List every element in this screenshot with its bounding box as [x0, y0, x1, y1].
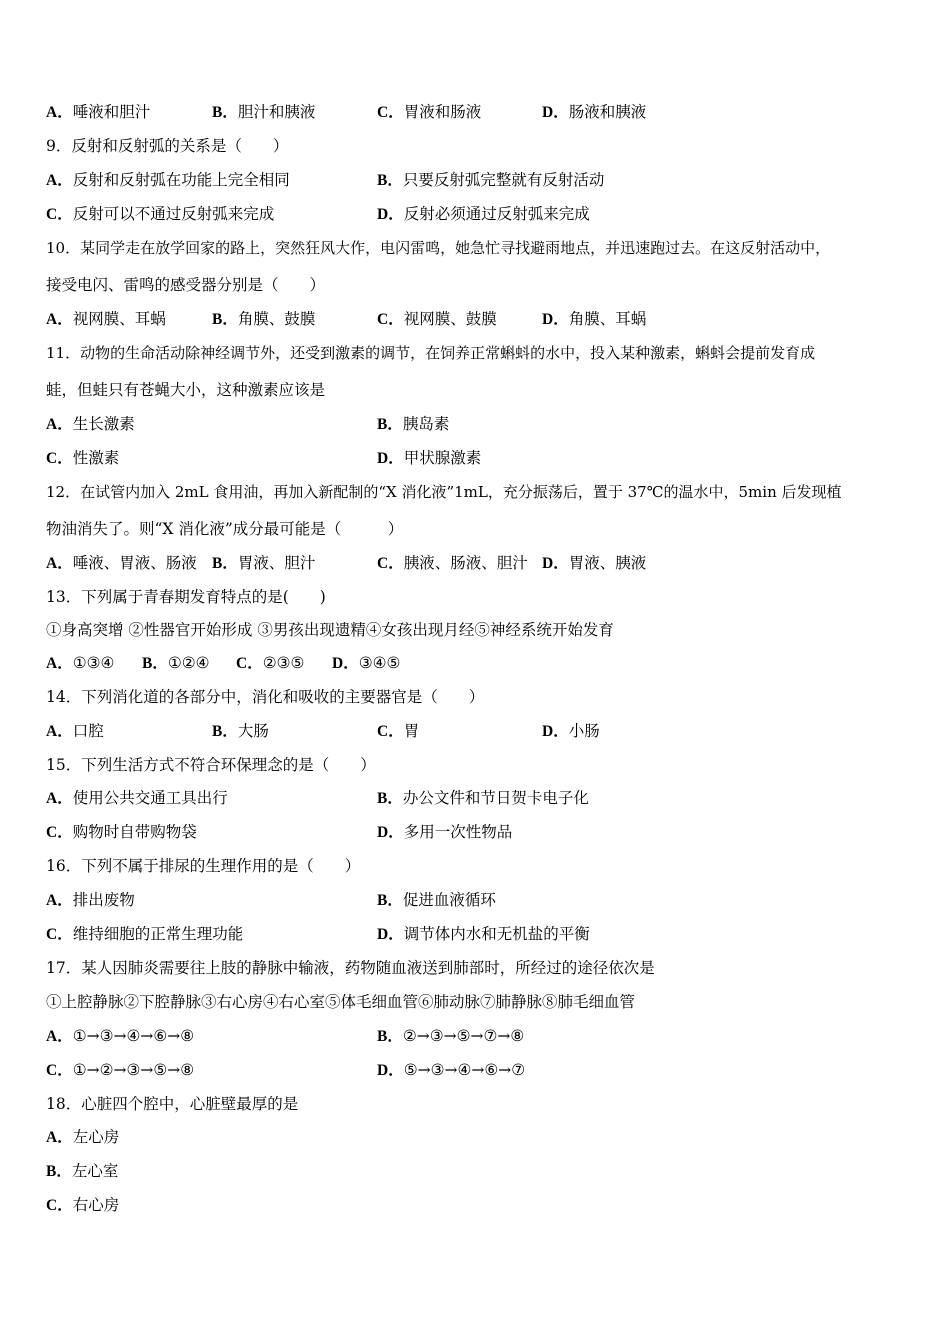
- q12-option-a: A．唾液、胃液、肠液: [46, 554, 197, 572]
- q12-stem-line-2: 物油消失了。则“X 消化液”成分最可能是（ ）: [46, 520, 404, 538]
- q12-option-c: C．胰液、肠液、胆汁: [377, 554, 528, 572]
- q13-option-d: D．③④⑤: [332, 654, 401, 672]
- q17-options-row-2: [46, 1058, 910, 1082]
- q16-option-c: C．维持细胞的正常生理功能: [46, 925, 244, 943]
- q13-option-b: B．①②④: [142, 654, 210, 672]
- q17-stem: 17．某人因肺炎需要往上肢的静脉中输液，药物随血液送到肺部时，所经过的途径依次是: [46, 959, 655, 977]
- q15-stem: 15．下列生活方式不符合环保理念的是（ ）: [46, 756, 376, 774]
- q13-options-row: [46, 651, 910, 675]
- q10-option-d: D．角膜、耳蜗: [542, 310, 647, 328]
- q15-option-c: C．购物时自带购物袋: [46, 823, 197, 841]
- q10-option-b: B．角膜、鼓膜: [212, 310, 316, 328]
- q18-option-c: C．右心房: [46, 1196, 120, 1214]
- q12-option-b: B．胃液、胆汁: [212, 554, 316, 572]
- q14-option-c: C．胃: [377, 722, 420, 740]
- q9-option-c: C．反射可以不通过反射弧来完成: [46, 205, 275, 223]
- q9-options-row-2: [46, 202, 910, 226]
- q16-option-b: B．促进血液循环: [377, 891, 496, 909]
- q16-options-row-1: [46, 888, 910, 912]
- q17-options-row-1: [46, 1024, 910, 1048]
- q8-option-b: B．胆汁和胰液: [212, 103, 316, 121]
- q8-option-d: D．肠液和胰液: [542, 103, 647, 121]
- q11-stem-line-1: 11．动物的生命活动除神经调节外，还受到激素的调节，在饲养正常蝌蚪的水中，投入某种激素，蝌蚪会提前发育成: [46, 344, 816, 362]
- q13-option-c: C．②③⑤: [236, 654, 305, 672]
- q9-option-d: D．反射必须通过反射弧来完成: [377, 205, 590, 223]
- q12-option-d: D．胃液、胰液: [542, 554, 647, 572]
- q17-option-d: D．⑤→③→④→⑥→⑦: [377, 1061, 526, 1079]
- q15-option-d: D．多用一次性物品: [377, 823, 513, 841]
- q11-options-row-1: [46, 412, 910, 436]
- q8-option-c: C．胃液和肠液: [377, 103, 482, 121]
- q18-option-b: B．左心室: [46, 1162, 119, 1180]
- q11-option-d: D．甲状腺激素: [377, 449, 482, 467]
- q15-option-a: A．使用公共交通工具出行: [46, 789, 228, 807]
- q11-option-b: B．胰岛素: [377, 415, 450, 433]
- q8-option-a: A．唾液和胆汁: [46, 103, 151, 121]
- q17-option-b: B．②→③→⑤→⑦→⑧: [377, 1027, 525, 1045]
- q15-options-row-1: [46, 786, 910, 810]
- q12-options-row: [46, 551, 910, 575]
- q14-stem: 14．下列消化道的各部分中，消化和吸收的主要器官是（ ）: [46, 688, 485, 706]
- q10-stem-line-1: 10．某同学走在放学回家的路上，突然狂风大作，电闪雷鸣，她急忙寻找避雨地点，并迅速跑过去。在这反射活动中，: [46, 239, 831, 257]
- q16-option-d: D．调节体内水和无机盐的平衡: [377, 925, 590, 943]
- q17-option-a: A．①→③→④→⑥→⑧: [46, 1027, 195, 1045]
- q18-stem: 18．心脏四个腔中，心脏壁最厚的是: [46, 1095, 299, 1113]
- q10-options-row: [46, 307, 910, 331]
- q13-option-a: A．①③④: [46, 654, 115, 672]
- q17-items: ①上腔静脉②下腔静脉③右心房④右心室⑤体毛细血管⑥肺动脉⑦肺静脉⑧肺毛细血管: [46, 993, 636, 1011]
- q9-option-b: B．只要反射弧完整就有反射活动: [377, 171, 605, 189]
- q8-options-row: [46, 100, 910, 124]
- q14-option-a: A．口腔: [46, 722, 104, 740]
- q11-stem-line-2: 蛙，但蛙只有苍蝇大小，这种激素应该是: [46, 381, 326, 399]
- q11-options-row-2: [46, 446, 910, 470]
- q13-items: ①身高突增 ②性器官开始形成 ③男孩出现遗精④女孩出现月经⑤神经系统开始发育: [46, 621, 614, 639]
- q10-option-a: A．视网膜、耳蜗: [46, 310, 166, 328]
- q17-option-c: C．①→②→③→⑤→⑧: [46, 1061, 195, 1079]
- q9-stem: 9．反射和反射弧的关系是（ ）: [46, 137, 289, 155]
- q9-options-row-1: [46, 168, 910, 192]
- q9-option-a: A．反射和反射弧在功能上完全相同: [46, 171, 290, 189]
- q10-stem-line-2: 接受电闪、雷鸣的感受器分别是（ ）: [46, 276, 326, 294]
- q11-option-a: A．生长激素: [46, 415, 135, 433]
- q16-option-a: A．排出废物: [46, 891, 135, 909]
- q14-options-row: [46, 719, 910, 743]
- q16-options-row-2: [46, 922, 910, 946]
- q15-options-row-2: [46, 820, 910, 844]
- q16-stem: 16．下列不属于排尿的生理作用的是（ ）: [46, 857, 361, 875]
- q18-option-a: A．左心房: [46, 1128, 120, 1146]
- q12-stem-line-1: 12．在试管内加入 2mL 食用油，再加入新配制的“X 消化液”1mL，充分振荡后，置于 37℃的温水中，5min 后发现植: [46, 483, 842, 501]
- q15-option-b: B．办公文件和节日贺卡电子化: [377, 789, 589, 807]
- q14-option-b: B．大肠: [212, 722, 269, 740]
- q13-stem: 13．下列属于青春期发育特点的是( ): [46, 588, 326, 606]
- q10-option-c: C．视网膜、鼓膜: [377, 310, 497, 328]
- q11-option-c: C．性激素: [46, 449, 120, 467]
- q14-option-d: D．小肠: [542, 722, 600, 740]
